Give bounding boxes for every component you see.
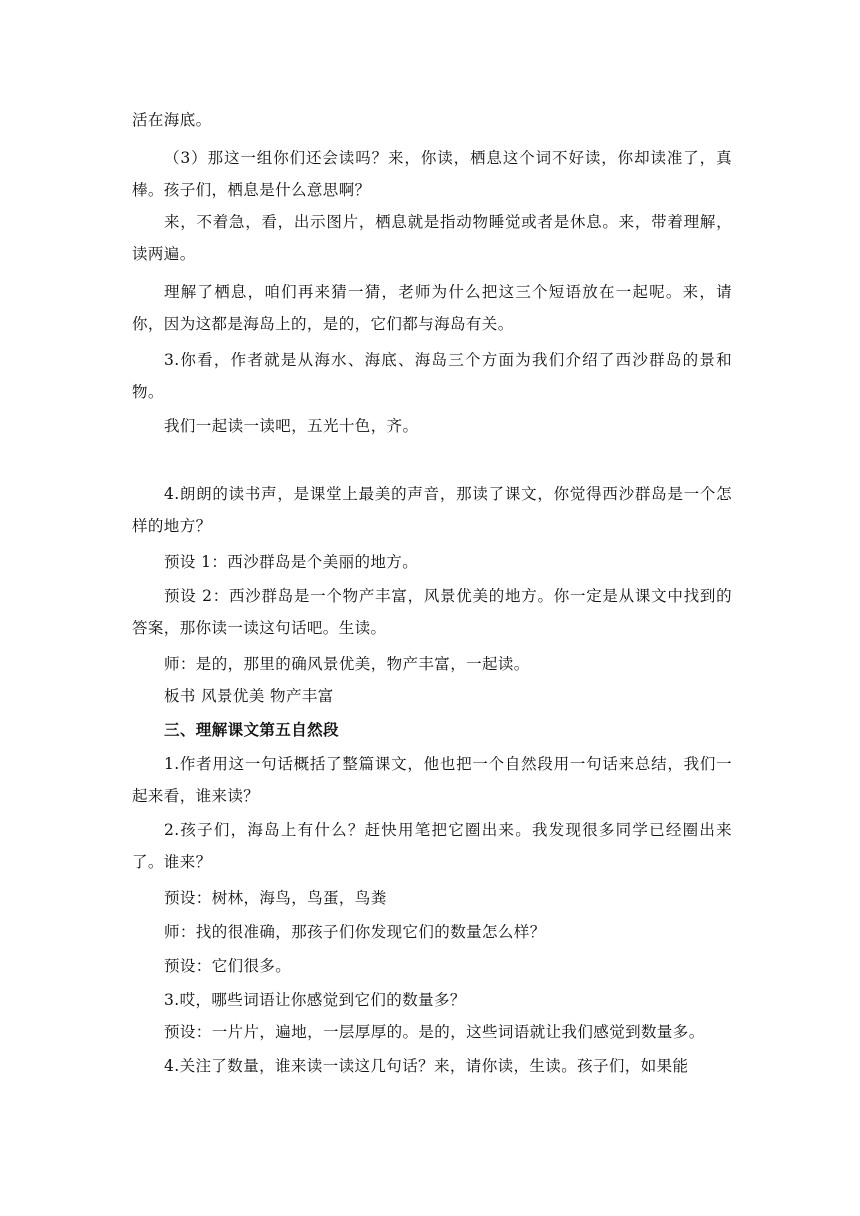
paragraph: 师：找的很准确，那孩子们你发现它们的数量怎么样？ xyxy=(164,923,546,941)
paragraph: 预设 1：西沙群岛是个美丽的地方。 xyxy=(164,553,419,571)
paragraph: 3.哎，哪些词语让你感觉到它们的数量多？ xyxy=(164,991,466,1009)
paragraph: 来，不着急，看，出示图片，栖息就是指动物睡觉或者是休息。来，带着理解，读两遍。 xyxy=(132,213,732,263)
paragraph: 4.关注了数量，谁来读一读这几句话？来，请你读，生读。孩子们，如果能 xyxy=(164,1057,689,1075)
paragraph: 理解了栖息，咱们再来猜一猜，老师为什么把这三个短语放在一起呢。来，请你，因为这都是海岛上的，是的，它们都与海岛有关。 xyxy=(132,283,732,333)
section-heading: 三、理解课文第五自然段 xyxy=(164,721,339,739)
paragraph: 1.作者用这一句话概括了整篇课文，他也把一个自然段用一句话来总结，我们一起来看，谁来读？ xyxy=(132,755,732,805)
paragraph: 预设 2：西沙群岛是一个物产丰富，风景优美的地方。你一定是从课文中找到的答案，那你读一读这句话吧。生读。 xyxy=(132,587,732,637)
paragraph: （3）那这一组你们还会读吗？来，你读，栖息这个词不好读，你却读准了，真棒。孩子们，栖息是什么意思啊？ xyxy=(132,149,732,199)
paragraph: 预设：树林，海鸟，鸟蛋，鸟粪 xyxy=(164,889,387,907)
paragraph: 预设：一片片，遍地，一层厚厚的。是的，这些词语就让我们感觉到数量多。 xyxy=(164,1023,705,1041)
paragraph: 4.朗朗的读书声，是课堂上最美的声音，那读了课文，你觉得西沙群岛是一个怎样的地方？ xyxy=(132,485,732,535)
paragraph: 板书 风景优美 物产丰富 xyxy=(164,687,334,705)
paragraph: 2.孩子们，海岛上有什么？赶快用笔把它圈出来。我发现很多同学已经圈出来了。谁来？ xyxy=(132,821,732,871)
paragraph: 师：是的，那里的确风景优美，物产丰富，一起读。 xyxy=(164,655,530,673)
paragraph: 活在海底。 xyxy=(132,111,212,129)
paragraph: 预设：它们很多。 xyxy=(164,957,292,975)
paragraph: 3.你看，作者就是从海水、海底、海岛三个方面为我们介绍了西沙群岛的景和物。 xyxy=(132,351,732,401)
paragraph: 我们一起读一读吧，五光十色，齐。 xyxy=(164,417,419,435)
